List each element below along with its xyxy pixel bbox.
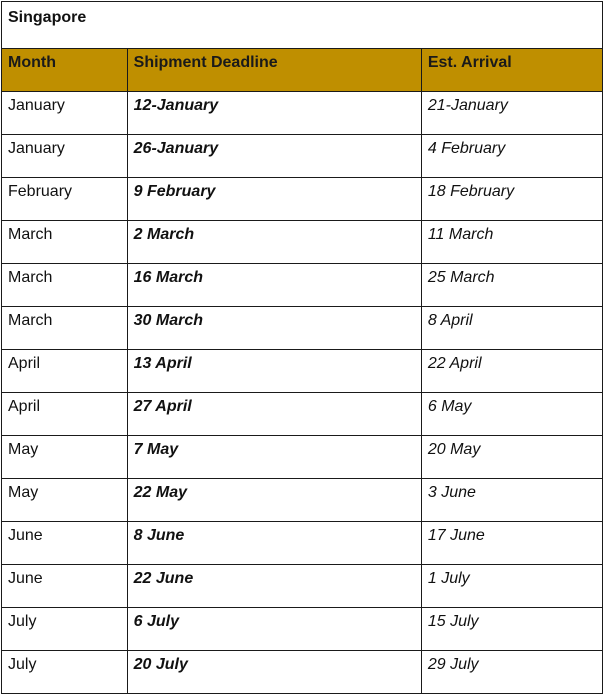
shipment-deadline-cell: 30 March [127,307,421,350]
shipment-deadline-cell: 26-January [127,135,421,178]
table-row [2,608,603,651]
table-row [2,565,603,608]
shipment-deadline-cell: 9 February [127,178,421,221]
est-arrival-cell: 11 March [421,221,602,264]
table-row [2,436,603,479]
column-header-shipment-deadline: Shipment Deadline [127,49,421,92]
est-arrival-cell: 22 April [421,350,602,393]
table-row [2,135,603,178]
table-row [2,307,603,350]
est-arrival-cell: 6 May [421,393,602,436]
month-cell: March [2,307,128,350]
est-arrival-cell: 29 July [421,651,602,694]
est-arrival-cell: 4 February [421,135,602,178]
month-cell: June [2,522,128,565]
table-row [2,178,603,221]
est-arrival-cell: 3 June [421,479,602,522]
shipment-deadline-cell: 20 July [127,651,421,694]
shipment-deadline-cell: 6 July [127,608,421,651]
table-title-row [2,2,603,49]
month-cell: March [2,264,128,307]
est-arrival-cell: 15 July [421,608,602,651]
month-cell: July [2,651,128,694]
est-arrival-cell: 8 April [421,307,602,350]
shipment-deadline-cell: 13 April [127,350,421,393]
table-row [2,350,603,393]
table-row [2,221,603,264]
month-cell: February [2,178,128,221]
table-header-row [2,49,603,92]
month-cell: March [2,221,128,264]
shipment-deadline-cell: 12-January [127,92,421,135]
month-cell: June [2,565,128,608]
column-header-est-arrival: Est. Arrival [421,49,602,92]
table-row [2,92,603,135]
month-cell: January [2,135,128,178]
est-arrival-cell: 17 June [421,522,602,565]
shipment-deadline-cell: 8 June [127,522,421,565]
est-arrival-cell: 21-January [421,92,602,135]
month-cell: May [2,479,128,522]
month-cell: May [2,436,128,479]
shipment-deadline-cell: 22 May [127,479,421,522]
shipment-deadline-cell: 22 June [127,565,421,608]
month-cell: January [2,92,128,135]
column-header-month: Month [2,49,128,92]
month-cell: April [2,393,128,436]
est-arrival-cell: 20 May [421,436,602,479]
est-arrival-cell: 1 July [421,565,602,608]
shipment-deadline-cell: 7 May [127,436,421,479]
est-arrival-cell: 18 February [421,178,602,221]
table-row [2,522,603,565]
table-title: Singapore [2,2,603,49]
shipment-deadline-cell: 2 March [127,221,421,264]
month-cell: April [2,350,128,393]
shipment-deadline-cell: 27 April [127,393,421,436]
month-cell: July [2,608,128,651]
table-row [2,264,603,307]
table-row [2,479,603,522]
shipment-deadline-cell: 16 March [127,264,421,307]
table-row [2,393,603,436]
table-row [2,651,603,694]
est-arrival-cell: 25 March [421,264,602,307]
shipment-schedule-table [1,1,603,694]
